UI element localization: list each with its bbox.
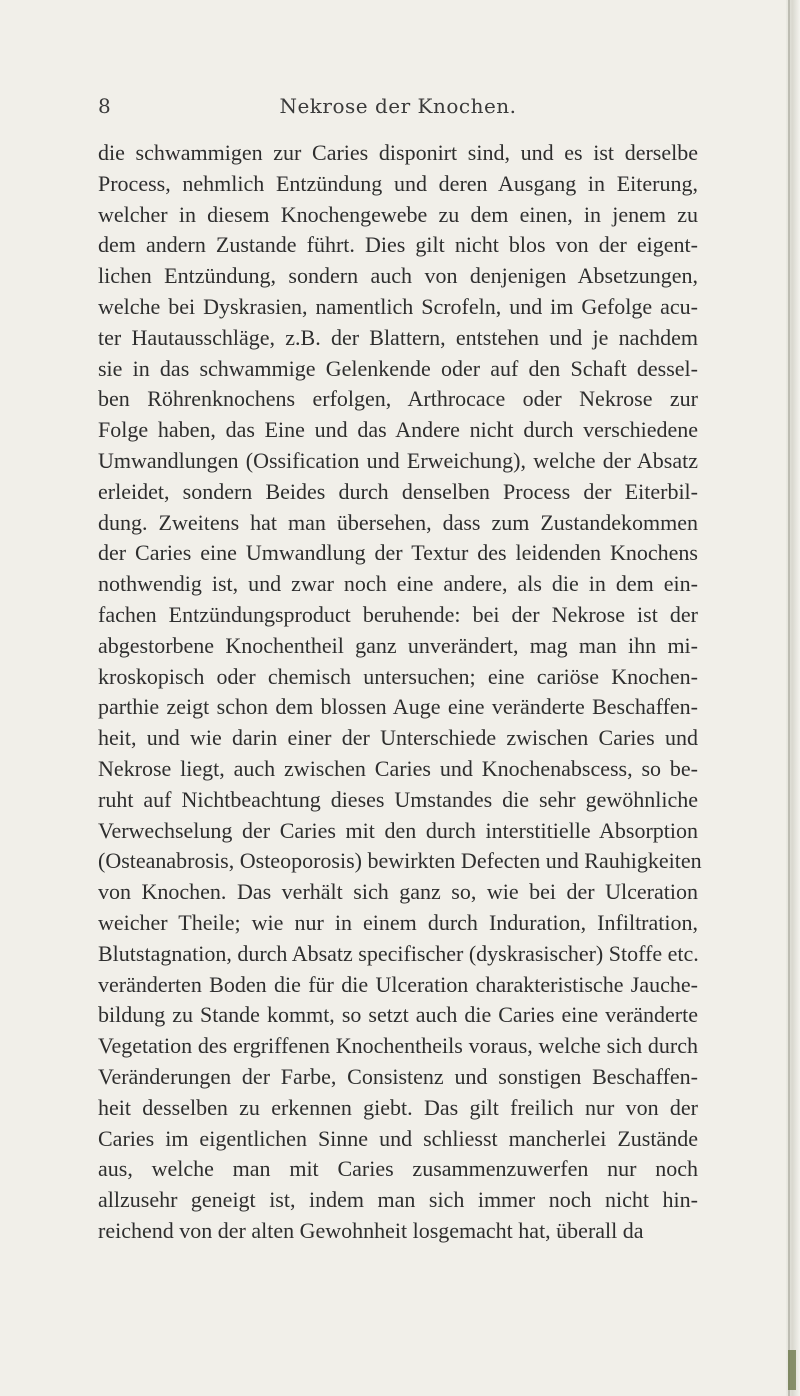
text-line: der Caries eine Umwandlung der Textur des leidenden Knochens [98,540,698,566]
text-line: reichend von der alten Gewohnheit losgemacht hat, überall da [98,1217,644,1243]
text-line: (Osteanabrosis, Osteoporosis) bewirkten Defecten und Rauhigkeiten [98,848,702,874]
text-line: fachen Entzündungsproduct beruhende: bei der Nekrose ist der [98,601,698,627]
text-line: kroskopisch oder chemisch untersuchen; eine cariöse Knochen- [98,663,698,689]
text-line: Process, nehmlich Entzündung und deren Ausgang in Eiterung, [98,170,698,196]
text-line: Caries im eigentlichen Sinne und schliesst mancherlei Zustände [98,1125,698,1151]
text-line: Blutstagnation, durch Absatz specifischer (dyskrasischer) Stoffe etc. [98,940,699,966]
page-header [98,94,698,124]
text-line: bildung zu Stande kommt, so setzt auch die Caries eine veränderte [98,1002,698,1028]
text-line: Folge haben, das Eine und das Andere nicht durch verschiedene [98,417,698,443]
text-line: Veränderungen der Farbe, Consistenz und sonstigen Beschaffen- [98,1063,698,1089]
running-title: Nekrose der Knochen. [279,94,517,118]
text-line: veränderten Boden die für die Ulceration charakteristische Jauche- [98,971,698,997]
text-line: dem andern Zustande führt. Dies gilt nicht blos von der eigent- [98,232,698,258]
body-text [98,138,702,1247]
text-line: Nekrose liegt, auch zwischen Caries und Knochenabscess, so be- [98,755,698,781]
text-line: Umwandlungen (Ossification und Erweichung), welche der Absatz [98,447,698,473]
text-line: aus, welche man mit Caries zusammenzuwerfen nur noch [98,1156,698,1182]
page-number: 8 [98,94,111,118]
text-line: weicher Theile; wie nur in einem durch Induration, Infiltration, [98,909,698,935]
text-line: ruht auf Nichtbeachtung dieses Umstandes die sehr gewöhnliche [98,786,698,812]
text-line: die schwammigen zur Caries disponirt sind, und es ist derselbe [98,140,698,165]
page-edge-line [788,0,790,1396]
text-line: sie in das schwammige Gelenkende oder auf den Schaft dessel- [98,355,698,381]
text-line: welche bei Dyskrasien, namentlich Scrofeln, und im Gefolge acu- [98,293,698,319]
text-line: dung. Zweitens hat man übersehen, dass zum Zustandekommen [98,509,698,535]
text-line: abgestorbene Knochentheil ganz unverändert, mag man ihn mi- [98,632,698,658]
text-line: ter Hautausschläge, z.B. der Blattern, entstehen und je nachdem [98,324,698,350]
text-line: von Knochen. Das verhält sich ganz so, wie bei der Ulceration [98,879,698,905]
text-line: parthie zeigt schon dem blossen Auge eine veränderte Beschaffen- [98,694,698,720]
text-line: Vegetation des ergriffenen Knochentheils voraus, welche sich durch [98,1033,698,1059]
text-line: heit, und wie darin einer der Unterschiede zwischen Caries und [98,725,698,751]
text-line: lichen Entzündung, sondern auch von denjenigen Absetzungen, [98,263,698,289]
text-line: allzusehr geneigt ist, indem man sich immer noch nicht hin- [98,1187,698,1213]
text-line: nothwendig ist, und zwar noch eine andere, als die in dem ein- [98,571,698,597]
text-line: Verwechselung der Caries mit den durch interstitielle Absorption [98,817,698,843]
text-line: ben Röhrenknochens erfolgen, Arthrocace oder Nekrose zur [98,386,698,412]
text-line: heit desselben zu erkennen giebt. Das gilt freilich nur von der [98,1094,698,1120]
text-line: welcher in diesem Knochengewebe zu dem einen, in jenem zu [98,201,698,227]
color-mark [788,1350,796,1390]
text-line: erleidet, sondern Beides durch denselben Process der Eiterbil- [98,478,698,504]
